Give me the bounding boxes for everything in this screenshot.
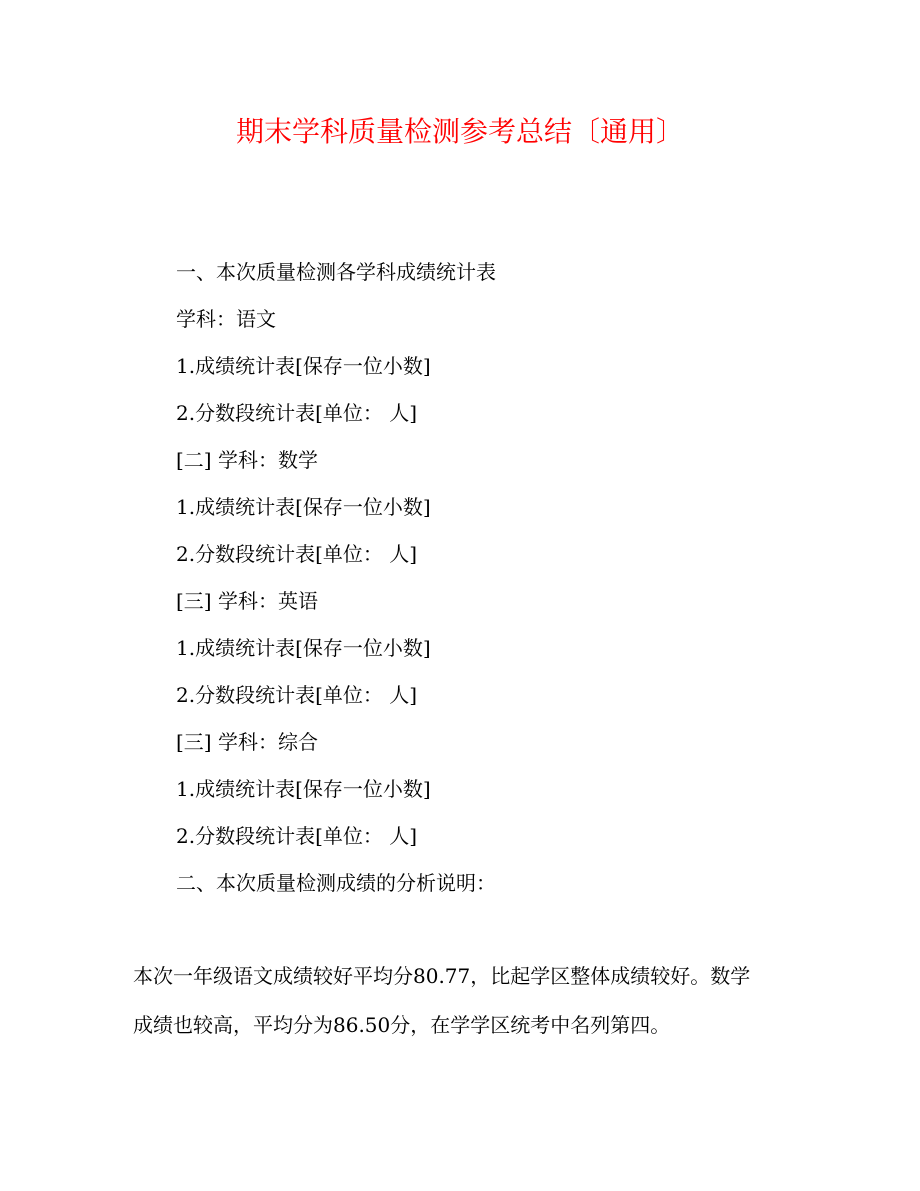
list-item: 1.成绩统计表[保存一位小数] bbox=[176, 354, 431, 378]
list-item: 1.成绩统计表[保存一位小数] bbox=[176, 777, 431, 801]
list-item: 2.分数段统计表[单位： 人] bbox=[176, 683, 418, 707]
section-heading-2: 二、本次质量检测成绩的分析说明： bbox=[176, 871, 496, 895]
subject-english: [三] 学科：英语 bbox=[176, 589, 318, 613]
analysis-paragraph-line: 成绩也较高，平均分为86.50分，在学学区统考中名列第四。 bbox=[133, 1013, 671, 1037]
document-title: 期末学科质量检测参考总结〔通用〕 bbox=[235, 115, 684, 148]
list-item: 2.分数段统计表[单位： 人] bbox=[176, 401, 418, 425]
subject-comprehensive: [三] 学科：综合 bbox=[176, 730, 318, 754]
analysis-paragraph-line: 本次一年级语文成绩较好平均分80.77，比起学区整体成绩较好。数学 bbox=[133, 964, 751, 988]
list-item: 2.分数段统计表[单位： 人] bbox=[176, 824, 418, 848]
subject-math: [二] 学科：数学 bbox=[176, 448, 318, 472]
list-item: 2.分数段统计表[单位： 人] bbox=[176, 542, 418, 566]
list-item: 1.成绩统计表[保存一位小数] bbox=[176, 495, 431, 519]
list-item: 1.成绩统计表[保存一位小数] bbox=[176, 636, 431, 660]
section-heading-1: 一、本次质量检测各学科成绩统计表 bbox=[176, 260, 496, 284]
subject-chinese: 学科：语文 bbox=[176, 307, 276, 331]
